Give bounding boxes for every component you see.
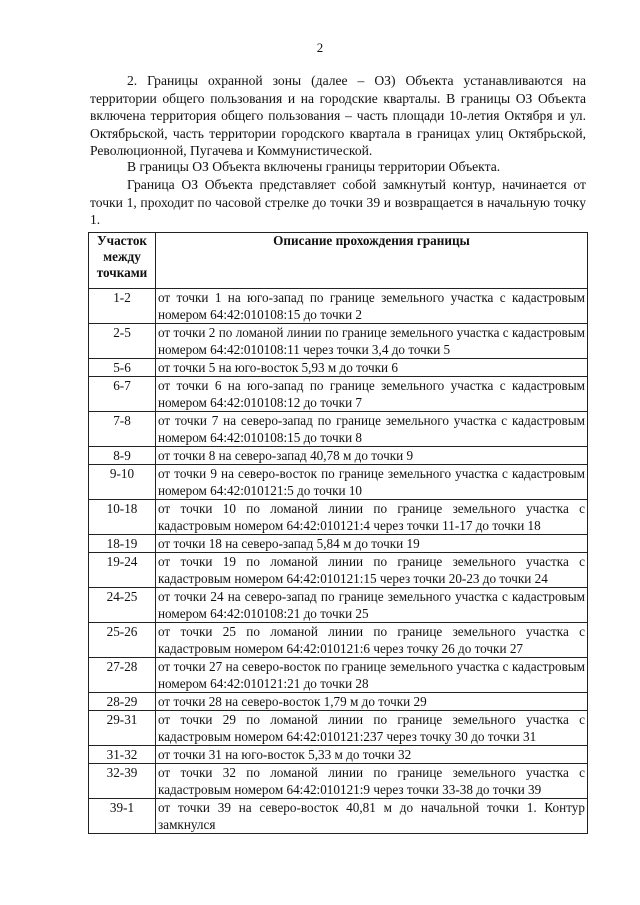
page-number: 2 [316, 40, 324, 55]
segment-cell: 39-1 [89, 799, 156, 834]
segment-cell: 25-26 [89, 623, 156, 658]
description-cell: от точки 10 по ломаной линии по границе земельного участка с кадастровым номером 64:42:010121:4 через точки 11-17 до точки 18 [156, 500, 588, 535]
table-row [89, 799, 588, 834]
paragraph-zone-boundaries: 2. Границы охранной зоны (далее – ОЗ) Объекта устанавливаются на территории общего пользования и на городские кварталы. В границы ОЗ Объекта включена территория общего пользования – часть площади 10-летия Октября и ул. Октябрьской, часть территории городского квартала в границах улиц Октябрьской, Революционной, Пугачева и Коммунистической. [90, 73, 586, 159]
table-row [89, 658, 588, 693]
table-row [89, 465, 588, 500]
description-cell: от точки 28 на северо-восток 1,79 м до точки 29 [156, 693, 588, 711]
description-cell: от точки 6 на юго-запад по границе земельного участка с кадастровым номером 64:42:010108:12 до точки 7 [156, 377, 588, 412]
description-cell: от точки 5 на юго-восток 5,93 м до точки 6 [156, 359, 588, 377]
table-row [89, 359, 588, 377]
table-row [89, 535, 588, 553]
segment-cell: 29-31 [89, 711, 156, 746]
description-cell: от точки 31 на юго-восток 5,33 м до точки 32 [156, 746, 588, 764]
segment-cell: 27-28 [89, 658, 156, 693]
segment-cell: 31-32 [89, 746, 156, 764]
segment-cell: 9-10 [89, 465, 156, 500]
table-row [89, 553, 588, 588]
table-row [89, 324, 588, 359]
description-cell: от точки 39 на северо-восток 40,81 м до начальной точки 1. Контур замкнулся [156, 799, 588, 834]
segment-cell: 2-5 [89, 324, 156, 359]
description-cell: от точки 29 по ломаной линии по границе земельного участка с кадастровым номером 64:42:010121:237 через точку 30 до точки 31 [156, 711, 588, 746]
description-cell: от точки 2 по ломаной линии по границе земельного участка с кадастровым номером 64:42:010108:11 через точки 3,4 до точки 5 [156, 324, 588, 359]
segment-cell: 19-24 [89, 553, 156, 588]
table-row [89, 500, 588, 535]
table-row [89, 289, 588, 324]
table-row [89, 711, 588, 746]
table-row [89, 746, 588, 764]
description-cell: от точки 25 по ломаной линии по границе земельного участка с кадастровым номером 64:42:010121:6 через точку 26 до точки 27 [156, 623, 588, 658]
header-segment: Участок между точками [89, 233, 156, 289]
description-cell: от точки 24 на северо-запад по границе земельного участка с кадастровым номером 64:42:010108:21 до точки 25 [156, 588, 588, 623]
table-row [89, 447, 588, 465]
table-header-row [89, 233, 588, 289]
paragraph-contour-description: Граница ОЗ Объекта представляет собой замкнутый контур, начинается от точки 1, проходит по часовой стрелке до точки 39 и возвращается в начальную точку 1. [90, 177, 586, 228]
table-row [89, 412, 588, 447]
table-row [89, 623, 588, 658]
segment-cell: 8-9 [89, 447, 156, 465]
header-description: Описание прохождения границы [156, 233, 588, 289]
paragraph-object-territory: В границы ОЗ Объекта включены границы территории Объекта. [127, 159, 501, 174]
description-cell: от точки 1 на юго-запад по границе земельного участка с кадастровым номером 64:42:010108:15 до точки 2 [156, 289, 588, 324]
table-row [89, 588, 588, 623]
segment-cell: 28-29 [89, 693, 156, 711]
segment-cell: 32-39 [89, 764, 156, 799]
description-cell: от точки 18 на северо-запад 5,84 м до точки 19 [156, 535, 588, 553]
table-row [89, 377, 588, 412]
segment-cell: 7-8 [89, 412, 156, 447]
description-cell: от точки 7 на северо-запад по границе земельного участка с кадастровым номером 64:42:010108:15 до точки 8 [156, 412, 588, 447]
description-cell: от точки 27 на северо-восток по границе земельного участка с кадастровым номером 64:42:010121:21 до точки 28 [156, 658, 588, 693]
segment-cell: 24-25 [89, 588, 156, 623]
table-row [89, 693, 588, 711]
table-row [89, 764, 588, 799]
boundary-table [88, 232, 588, 834]
description-cell: от точки 19 по ломаной линии по границе земельного участка с кадастровым номером 64:42:010121:15 через точки 20-23 до точки 24 [156, 553, 588, 588]
segment-cell: 6-7 [89, 377, 156, 412]
segment-cell: 18-19 [89, 535, 156, 553]
segment-cell: 10-18 [89, 500, 156, 535]
segment-cell: 1-2 [89, 289, 156, 324]
description-cell: от точки 8 на северо-запад 40,78 м до точки 9 [156, 447, 588, 465]
description-cell: от точки 32 по ломаной линии по границе земельного участка с кадастровым номером 64:42:010121:9 через точки 33-38 до точки 39 [156, 764, 588, 799]
segment-cell: 5-6 [89, 359, 156, 377]
description-cell: от точки 9 на северо-восток по границе земельного участка с кадастровым номером 64:42:010121:5 до точки 10 [156, 465, 588, 500]
